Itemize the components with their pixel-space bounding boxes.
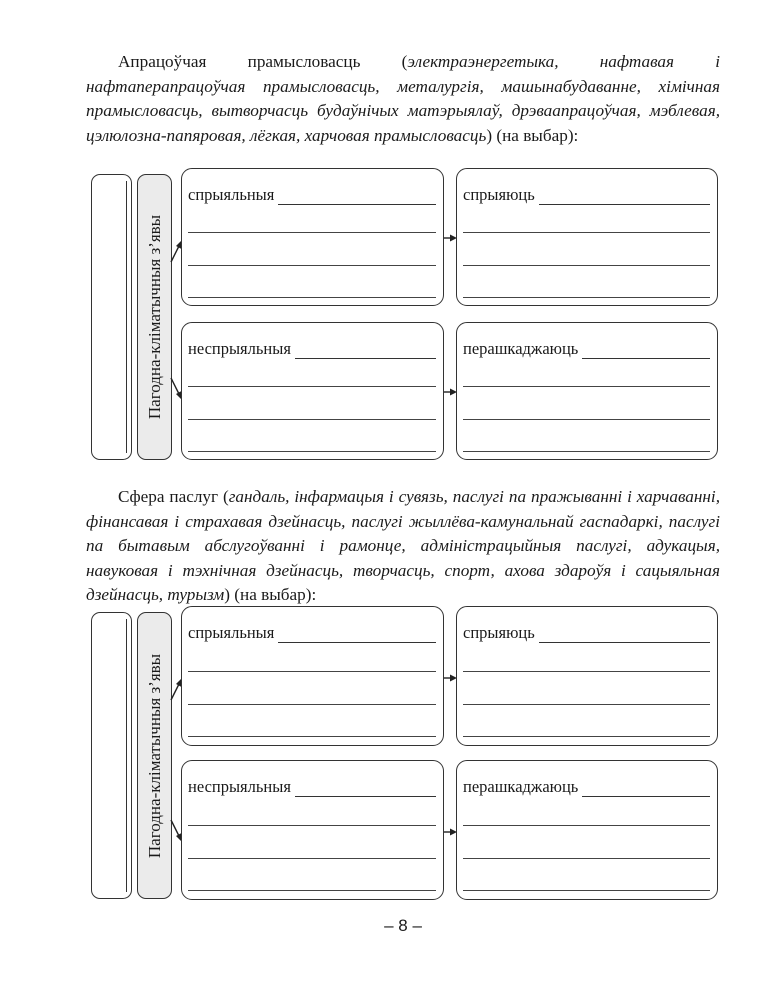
section2-helps-box	[456, 606, 718, 746]
favorable-answer-line-4[interactable]	[188, 736, 436, 737]
unfavorable-answer-line-1[interactable]	[295, 344, 436, 359]
hinders-first-row	[463, 339, 710, 359]
weather-phenomena-label: Пагодна-кліматычныя з’явы	[144, 214, 164, 420]
unfavorable-answer-line-4[interactable]	[188, 451, 436, 452]
helps-answer-line-3[interactable]	[463, 265, 710, 266]
section2-diagram	[91, 606, 719, 900]
hinders-answer-line-4[interactable]	[463, 890, 710, 891]
favorable-label: спрыяльныя	[188, 623, 275, 642]
section2-unfavorable-box	[181, 760, 444, 900]
hinders-answer-line-2[interactable]	[463, 825, 710, 826]
section1-hinders-box	[456, 322, 718, 460]
helps-first-row	[463, 185, 710, 205]
section1-unfavorable-box	[181, 322, 444, 460]
section1-weather-phenomena-box	[137, 174, 172, 460]
favorable-answer-line-2[interactable]	[188, 232, 436, 233]
unfavorable-label: неспрыяльныя	[188, 777, 291, 796]
favorable-answer-line-2[interactable]	[188, 671, 436, 672]
helps-answer-line-4[interactable]	[463, 736, 710, 737]
favorable-answer-line-3[interactable]	[188, 265, 436, 266]
hinders-answer-line-3[interactable]	[463, 419, 710, 420]
hinders-label: перашкаджаюць	[463, 777, 579, 796]
hinders-answer-line-1[interactable]	[582, 344, 710, 359]
page-number: – 8 –	[384, 916, 422, 935]
helps-answer-line-2[interactable]	[463, 232, 710, 233]
unfavorable-label: неспрыяльныя	[188, 339, 291, 358]
section1-intro-end: ) (на выбар):	[486, 125, 579, 145]
section1-intro-options: электраэнергетыка, нафтавая і нафтаперапрацоўчая прамысловасць, металургія, машынабудаванне, хімічная прамысловасць, вытворчасць будаўнічых матэрыялаў, дрэваапрацоўчая, мэблевая, цэлюлозна-папяровая, лёгкая, харчовая прамысловасць	[86, 52, 720, 145]
favorable-answer-line-4[interactable]	[188, 297, 436, 298]
hinders-answer-line-2[interactable]	[463, 386, 710, 387]
section1-diagram	[91, 168, 719, 460]
hinders-answer-line-4[interactable]	[463, 451, 710, 452]
helps-answer-line-3[interactable]	[463, 704, 710, 705]
hinders-answer-line-1[interactable]	[582, 782, 710, 797]
section1-intro-title: Апрацоўчая прамысловасць (	[118, 52, 408, 71]
favorable-answer-line-1[interactable]	[278, 628, 436, 643]
helps-label: спрыяюць	[463, 623, 535, 642]
favorable-first-row	[188, 185, 436, 205]
helps-first-row	[463, 623, 710, 643]
section1-intro	[86, 50, 720, 148]
helps-answer-line-1[interactable]	[539, 190, 710, 205]
section2-industry-field[interactable]	[91, 612, 132, 899]
hinders-first-row	[463, 777, 710, 797]
unfavorable-answer-line-2[interactable]	[188, 825, 436, 826]
section2-intro-options: гандаль, інфармацыя і сувязь, паслугі па пражыванні і харчаванні, фінансавая і страхавая дзейнасць, паслугі жыллёва-камунальнай гаспадаркі, паслугі па бытавым абслугоўванні і рамонце, адміністрацыйныя паслугі, адукацыя, навуковая і тэхнічная дзейнасць, творчасць, спорт, ахова здароўя і сацыяльная дзейнасць, турызм	[86, 487, 721, 605]
section2-hinders-box	[456, 760, 718, 900]
unfavorable-first-row	[188, 777, 436, 797]
section1-industry-field[interactable]	[91, 174, 132, 460]
favorable-label: спрыяльныя	[188, 185, 275, 204]
hinders-label: перашкаджаюць	[463, 339, 579, 358]
unfavorable-first-row	[188, 339, 436, 359]
unfavorable-answer-line-3[interactable]	[188, 419, 436, 420]
helps-label: спрыяюць	[463, 185, 535, 204]
favorable-first-row	[188, 623, 436, 643]
favorable-answer-line-3[interactable]	[188, 704, 436, 705]
helps-answer-line-4[interactable]	[463, 297, 710, 298]
section2-intro-title: Сфера паслуг (	[118, 487, 229, 506]
section2-weather-phenomena-box	[137, 612, 172, 899]
weather-phenomena-label: Пагодна-кліматычныя з’явы	[144, 653, 164, 858]
helps-answer-line-2[interactable]	[463, 671, 710, 672]
helps-answer-line-1[interactable]	[539, 628, 710, 643]
section2-favorable-box	[181, 606, 444, 746]
favorable-answer-line-1[interactable]	[278, 190, 436, 205]
unfavorable-answer-line-2[interactable]	[188, 386, 436, 387]
section1-helps-box	[456, 168, 718, 306]
section2-intro-end: ) (на выбар):	[224, 585, 317, 605]
unfavorable-answer-line-3[interactable]	[188, 858, 436, 859]
section2-intro	[86, 485, 720, 608]
unfavorable-answer-line-4[interactable]	[188, 890, 436, 891]
hinders-answer-line-3[interactable]	[463, 858, 710, 859]
unfavorable-answer-line-1[interactable]	[295, 782, 436, 797]
section1-favorable-box	[181, 168, 444, 306]
